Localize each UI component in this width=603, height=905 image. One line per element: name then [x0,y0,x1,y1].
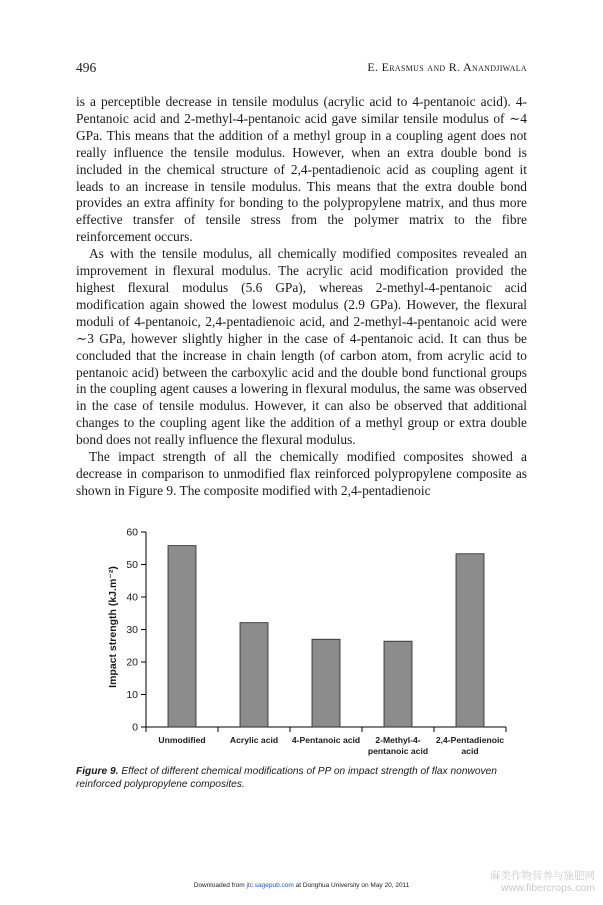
page-header [76,60,527,80]
x-tick-label: Unmodified [158,735,206,745]
bar [456,554,484,727]
x-tick-label: 2,4-Pentadienoic [435,735,505,745]
footer-suffix: at Donghua University on May 20, 2011 [295,882,410,889]
x-tick-label: pentanoic acid [367,746,429,756]
y-tick-label: 40 [126,591,138,604]
y-tick-label: 20 [126,656,138,669]
x-tick-label: Acrylic acid [229,735,279,745]
impact-strength-bar-chart [100,522,520,762]
paragraph: The impact strength of all the chemically modified composites showed a decrease in comparison to unmodified flax reinforced polypropylene composite as shown in Figure 9. The composite modified with 2,4-pentadienoic [76,449,527,498]
y-tick-label: 10 [126,689,138,701]
footer-link[interactable]: jtc.sagepub.com [246,882,294,889]
footer-prefix: Downloaded from [193,882,245,889]
watermark [490,870,595,894]
paragraph: As with the tensile modulus, all chemically modified composites revealed an improvement in flexural modulus. The acrylic acid modification provided the highest flexural modulus (5.6 GPa), whereas 2-methyl-4-pentanoic acid modification again showed the lowest modulus (2.9 GPa). However, the flexural moduli of 4-pentanoic, 2,4-pentadienoic acid, and 2-methyl-4-pentanoic acid were ∼3 GPa, however slightly higher in the case of 4-pentanoic acid. It can thus be concluded that the increase in chain length (of carbon atom, from acrylic acid to pentanoic acid) between the carboxylic acid and the double bond functional groups in the coupling agent causes a lowering in flexural modulus, the same was observed in the case of tensile modulus. However, it can also be observed that additional changes to the coupling agent like the addition of a methyl group or extra double bond does not really influence the flexural modulus. [76,246,527,448]
y-axis-label: Impact strength (kJ.m⁻²) [107,566,119,688]
bar [384,641,412,727]
page-number: 496 [76,60,97,75]
x-tick-label: 4-Pentanoic acid [291,735,361,745]
y-tick-label: 0 [132,721,138,734]
y-tick-label: 30 [126,624,138,636]
watermark-line: 麻类作物营养与施肥网 [490,870,595,882]
y-tick-label: 50 [126,559,138,571]
x-tick-label: acid [461,746,479,756]
watermark-line: www.fibercrops.com [501,882,595,894]
bar [312,639,340,727]
figure-caption [76,766,527,791]
caption-text: Effect of different chemical modifications of PP on impact strength of flax nonwoven reinforced polypropylene composites. [76,766,497,790]
paragraph: is a perceptible decrease in tensile modulus (acrylic acid to 4-pentanoic acid). 4-Pentanoic acid and 2-methyl-4-pentanoic acid gave similar tensile modulus of ∼4 GPa. This means that the addition of a methyl group in a coupling agent does not really influence the tensile modulus. However, when an extra double bond is included in the chemical structure of 2,4-pentadienoic acid as coupling agent it leads to an increase in tensile modulus. This means that the extra double bond provides an extra affinity for bonding to the polypropylene matrix, and thus more effective transfer of tensile stress from the polymer matrix to the fibre reinforcement occurs. [76,94,527,245]
bar [168,546,196,727]
y-tick-label: 60 [126,526,138,539]
body-text [76,94,527,500]
caption-label: Figure 9. [76,766,119,777]
running-head: E. Erasmus and R. Anandjiwala [367,60,527,74]
x-tick-label: 2-Methyl-4- [375,735,421,745]
bar [240,623,268,727]
